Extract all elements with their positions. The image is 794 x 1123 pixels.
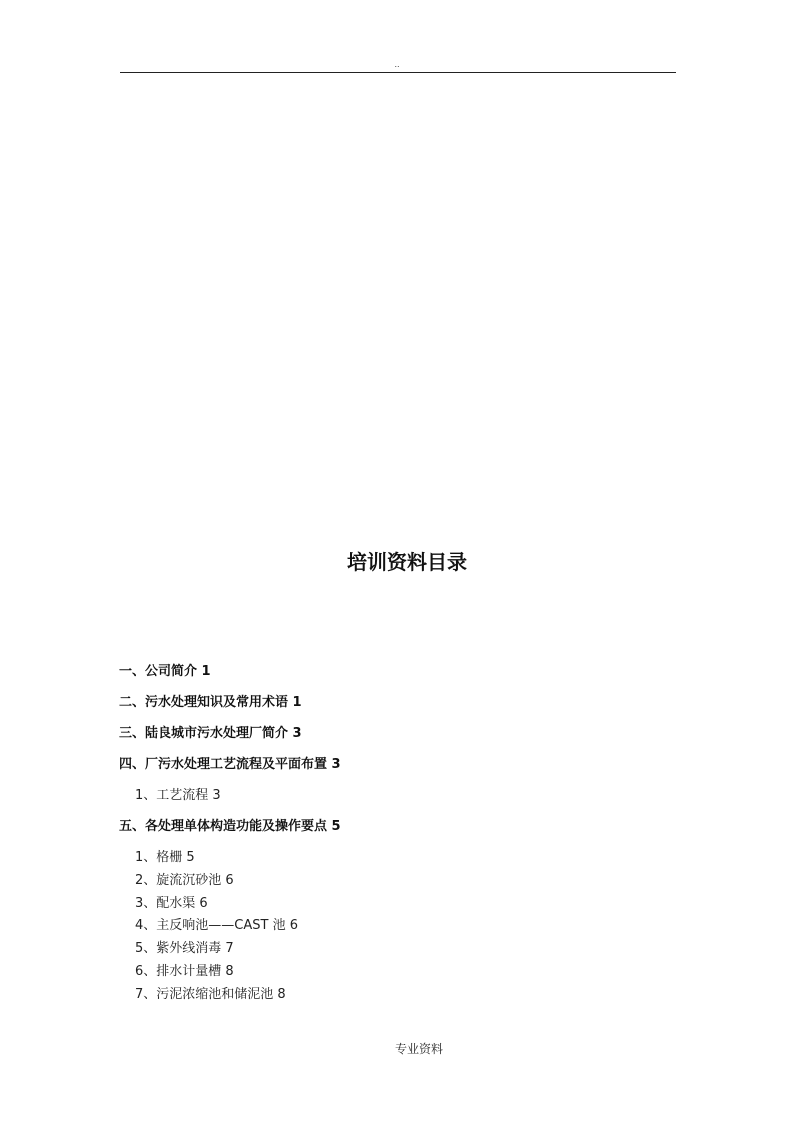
toc-entry: 五、各处理单体构造功能及操作要点 5 — [119, 819, 341, 834]
toc-entry: 三、陆良城市污水处理厂简介 3 — [119, 726, 302, 741]
document-title: 培训资料目录 — [347, 550, 467, 574]
toc-entry: 四、厂污水处理工艺流程及平面布置 3 — [119, 757, 341, 772]
toc-entry: 二、污水处理知识及常用术语 1 — [119, 695, 302, 710]
toc-subentry: 6、排水计量槽 8 — [135, 964, 234, 979]
toc-subentry: 2、旋流沉砂池 6 — [135, 873, 234, 888]
toc-entry: 一、公司简介 1 — [119, 664, 211, 679]
toc-subentry: 7、污泥浓缩池和储泥池 8 — [135, 987, 286, 1002]
toc-subentry: 1、工艺流程 3 — [135, 788, 221, 803]
toc-subentry: 5、紫外线消毒 7 — [135, 941, 234, 956]
page-footer: 专业资料 — [394, 1042, 443, 1056]
header-mark: .. — [394, 60, 400, 69]
toc-subentry: 4、主反响池——CAST 池 6 — [135, 918, 298, 933]
toc-subentry: 3、配水渠 6 — [135, 896, 208, 911]
toc-subentry: 1、格栅 5 — [135, 850, 195, 865]
